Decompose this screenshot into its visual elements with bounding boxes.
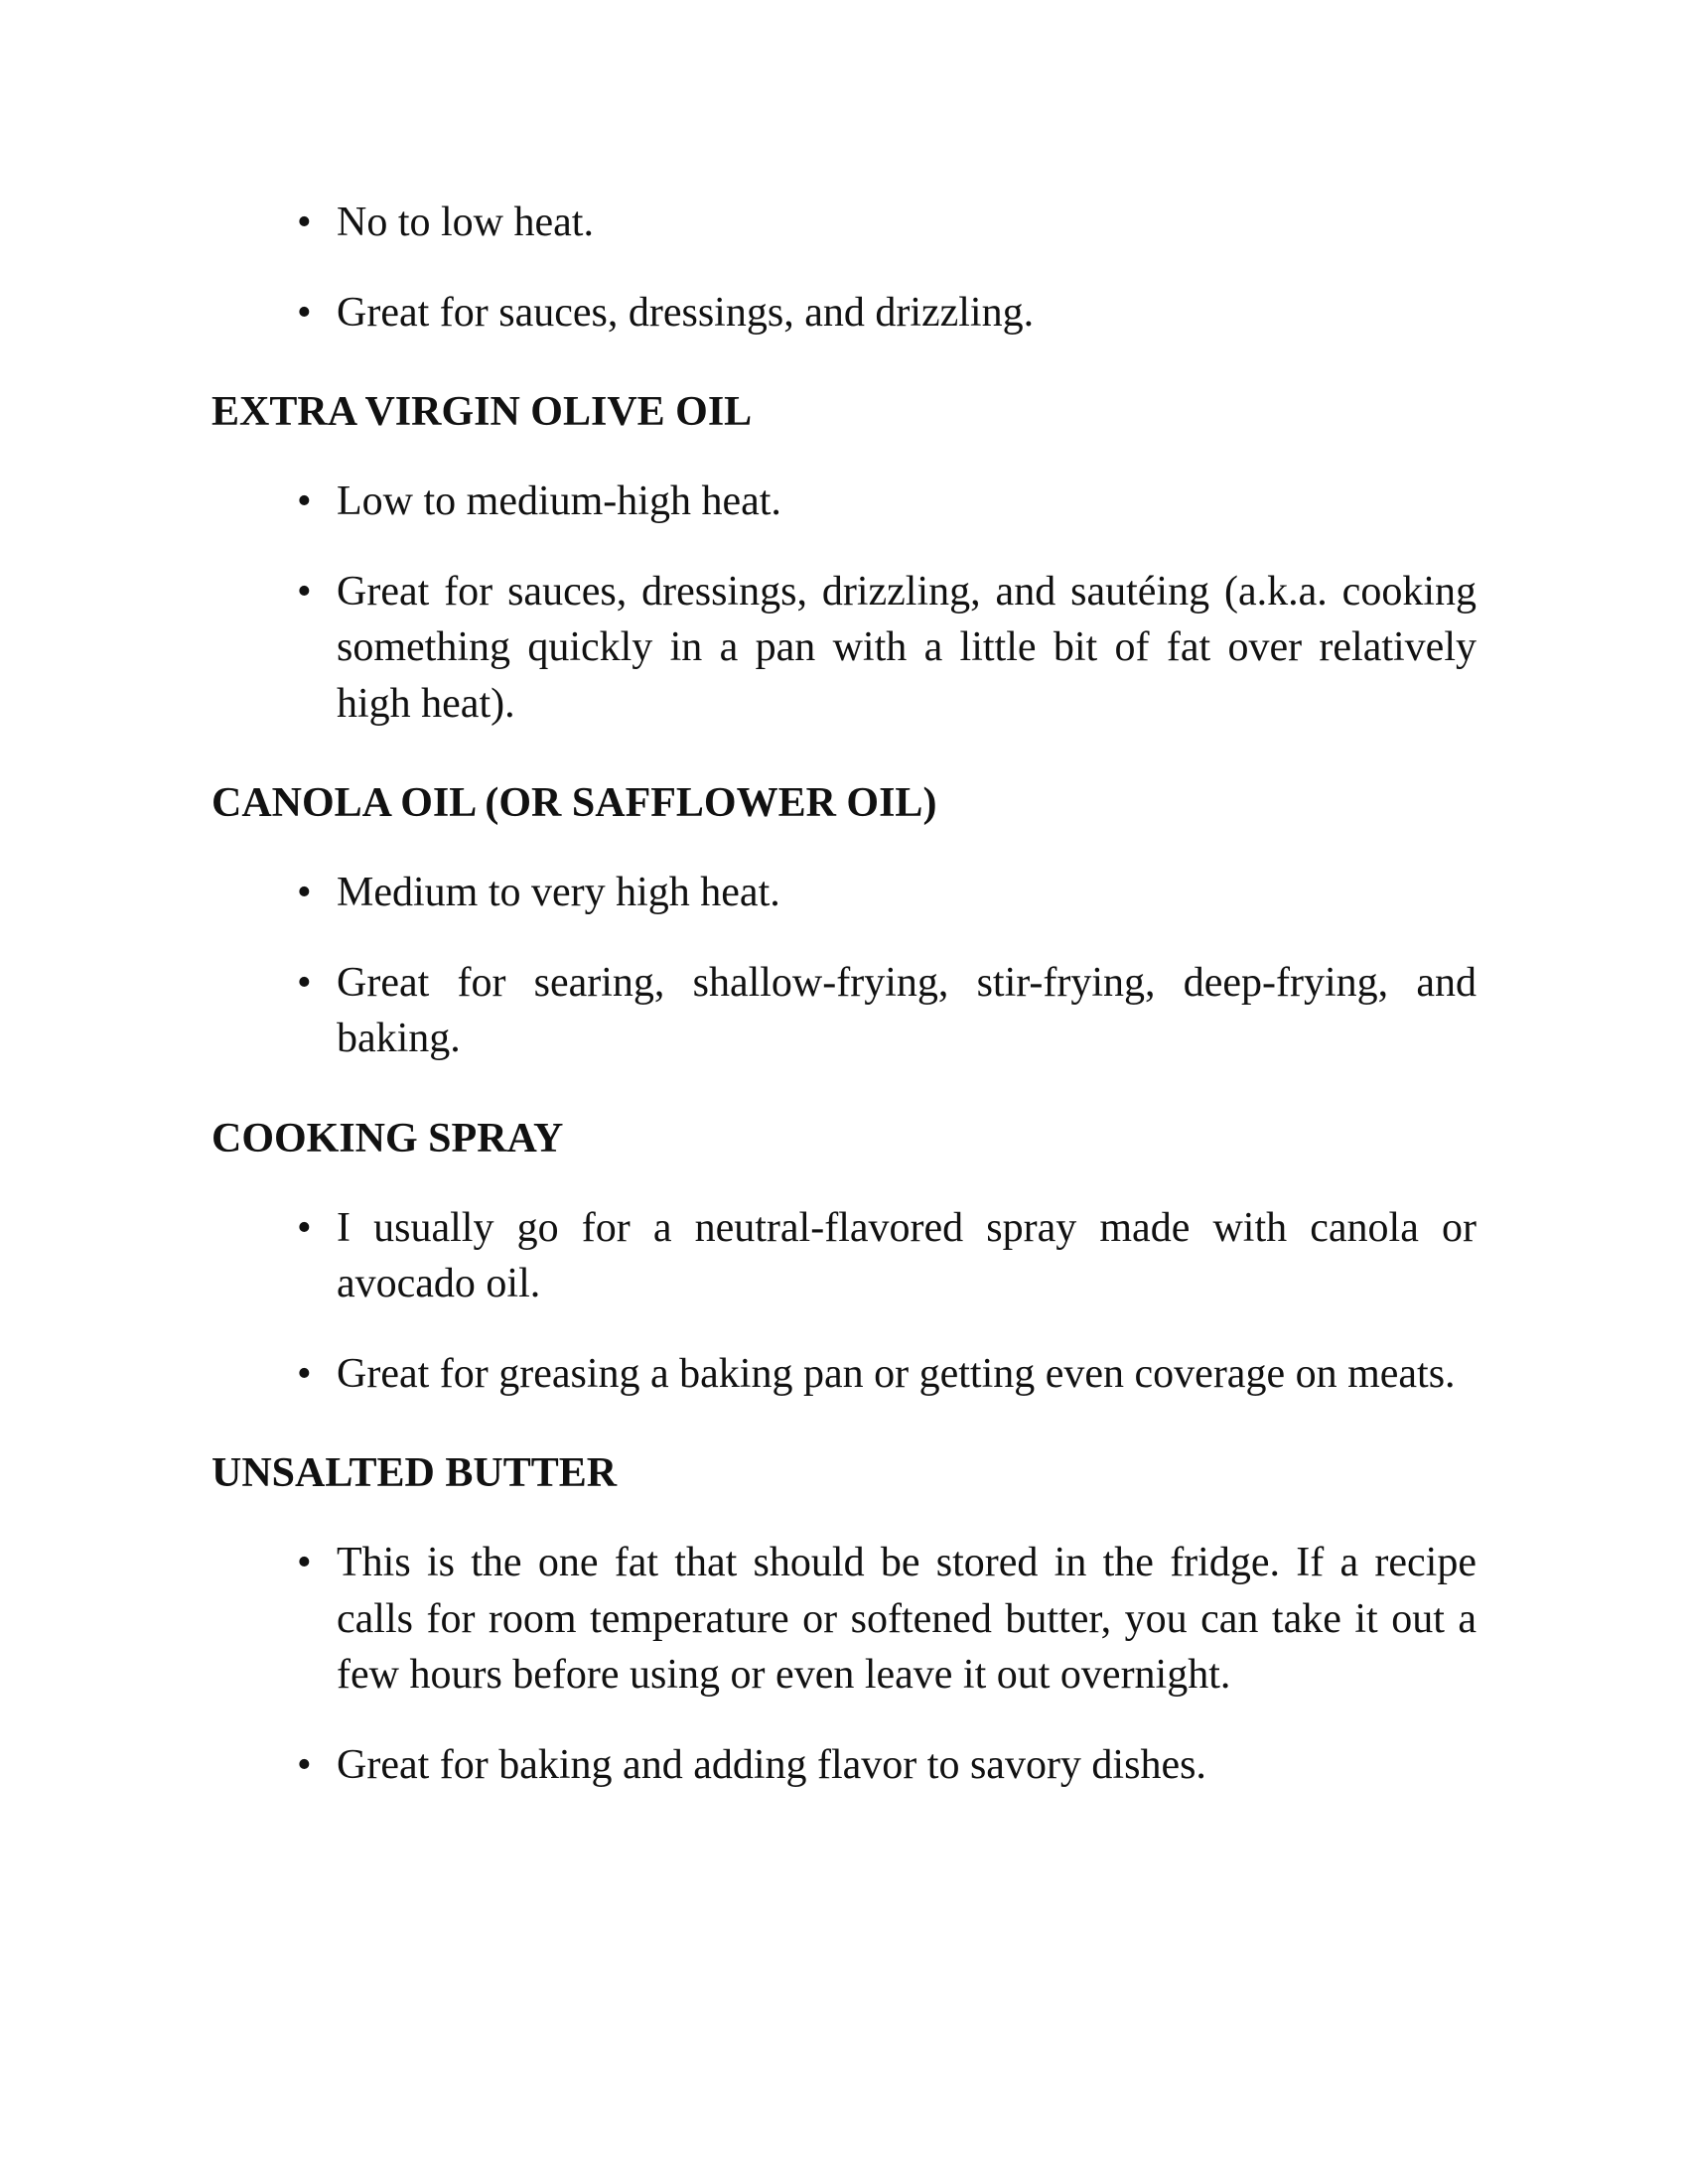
list-item bbox=[211, 195, 1477, 251]
olive-oil-bullet-list bbox=[211, 474, 1477, 732]
bullet-text: Great for greasing a baking pan or getting even coverage on meats. bbox=[337, 1350, 1456, 1397]
bullet-text: Medium to very high heat. bbox=[337, 870, 780, 915]
list-item bbox=[211, 1200, 1477, 1312]
bullet-icon: • bbox=[297, 1741, 312, 1788]
bullet-icon: • bbox=[297, 1204, 312, 1251]
bullet-icon: • bbox=[297, 200, 312, 245]
intro-bullet-list bbox=[211, 195, 1477, 341]
section-heading-extra-virgin-olive-oil: EXTRA VIRGIN OLIVE OIL bbox=[211, 389, 753, 435]
canola-oil-bullet-list bbox=[211, 865, 1477, 1067]
bullet-icon: • bbox=[297, 289, 312, 336]
bullet-text: No to low heat. bbox=[337, 200, 594, 245]
bullet-text: Great for baking and adding flavor to savory dishes. bbox=[337, 1741, 1206, 1788]
list-item bbox=[211, 564, 1477, 733]
list-item bbox=[211, 865, 1477, 921]
bullet-text: Low to medium-high heat. bbox=[337, 478, 781, 524]
bullet-text: I usually go for a neutral-flavored spray made with canola or avocado oil. bbox=[337, 1204, 1477, 1306]
bullet-text: Great for sauces, dressings, and drizzling. bbox=[337, 289, 1035, 336]
list-item bbox=[211, 1737, 1477, 1794]
bullet-text: This is the one fat that should be stored in the fridge. If a recipe calls for room temperature or softened butter, you can take it out a few hours before using or even leave it out overnight. bbox=[337, 1540, 1477, 1698]
bullet-text: Great for searing, shallow-frying, stir-frying, deep-frying, and baking. bbox=[337, 959, 1477, 1061]
bullet-icon: • bbox=[297, 478, 312, 524]
list-item bbox=[211, 955, 1477, 1067]
bullet-icon: • bbox=[297, 568, 312, 614]
list-item bbox=[211, 1535, 1477, 1704]
cooking-spray-bullet-list bbox=[211, 1200, 1477, 1403]
bullet-icon: • bbox=[297, 1350, 312, 1397]
bullet-text: Great for sauces, dressings, drizzling, and sautéing (a.k.a. cooking something quickly in a pan with a little bit of fat over relatively high heat). bbox=[337, 568, 1477, 727]
section-heading-cooking-spray: COOKING SPRAY bbox=[211, 1115, 564, 1161]
section-heading-unsalted-butter: UNSALTED BUTTER bbox=[211, 1450, 618, 1496]
unsalted-butter-bullet-list bbox=[211, 1535, 1477, 1793]
bullet-icon: • bbox=[297, 1540, 312, 1585]
list-item bbox=[211, 1346, 1477, 1403]
document-page bbox=[211, 195, 1477, 1793]
bullet-icon: • bbox=[297, 959, 312, 1006]
bullet-icon: • bbox=[297, 870, 312, 915]
list-item bbox=[211, 474, 1477, 530]
list-item bbox=[211, 285, 1477, 341]
section-heading-canola-oil: CANOLA OIL (OR SAFFLOWER OIL) bbox=[211, 780, 937, 826]
